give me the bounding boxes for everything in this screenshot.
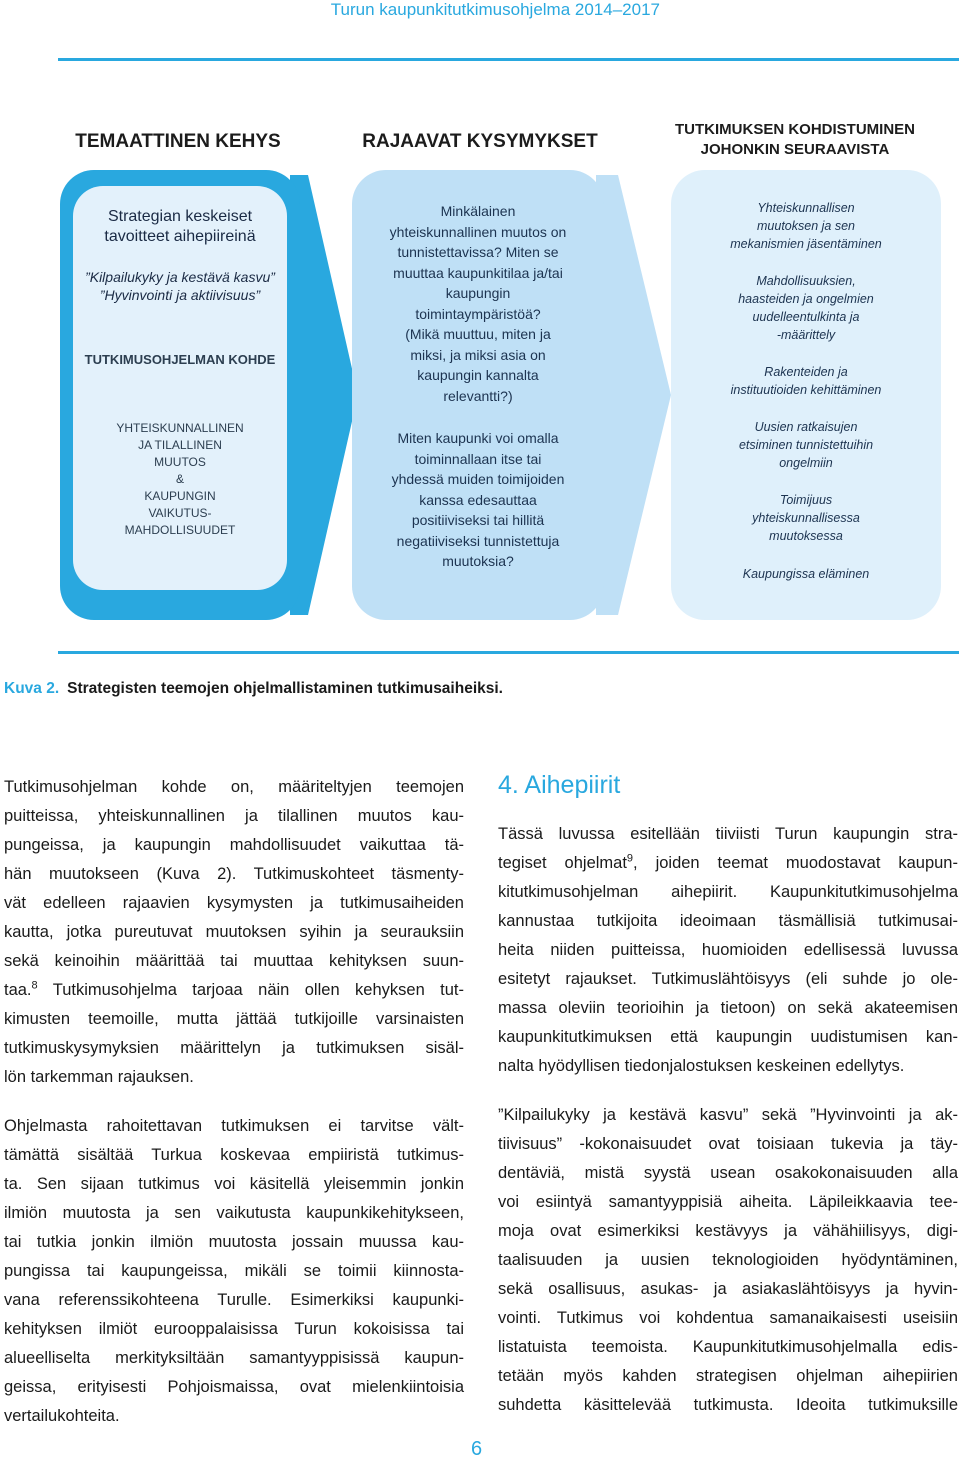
right-column — [498, 820, 958, 1420]
focus-line: muutoksessa — [769, 529, 843, 543]
strategy-goals-title — [78, 207, 282, 247]
text-line: heita niiden puitteissa, huomioiden edellisessä luvussa — [498, 941, 958, 959]
text-line: ”Kilpailukyky ja kestävä kasvu” sekä ”Hyvinvointi ja ak- — [498, 1106, 958, 1124]
text-line — [4, 976, 464, 1005]
text-line: tämättä sisältää Turkua koskevaa empiiristä tutkimus- — [4, 1146, 464, 1164]
focus-line: -määrittely — [776, 328, 836, 342]
text-line: vana referenssikohteena Turulle. Esimerkiksi kaupunki- — [4, 1291, 464, 1309]
text-line: tetään myös kahden strategisen ohjelman aihepiirien — [498, 1367, 958, 1385]
page-number: 6 — [471, 1438, 483, 1460]
paragraph — [498, 820, 958, 1081]
text-fragment: taa. — [4, 981, 32, 999]
strategy-goals-line1: Strategian keskeiset — [107, 208, 253, 225]
focus-item — [676, 363, 936, 399]
text-line: vointi. Tutkimus voi kohdentua samanaikaisesti useisiin — [498, 1309, 958, 1327]
text-fragment: tegiset ohjelmat — [498, 854, 627, 872]
text-line: Tässä luvussa esitellään tiiviisti Turun kaupungin stra- — [498, 825, 958, 843]
text-line: vertailukohteita. — [4, 1407, 120, 1425]
text-line: ilmiön muutosta ja sen vaikutusta kaupunkikehitykseen, — [4, 1204, 464, 1222]
focus-line: mekanismien jäsentäminen — [730, 237, 882, 251]
paragraph — [4, 773, 464, 1092]
research-program-target-label: TUTKIMUSOHJELMAN KOHDE — [84, 352, 276, 367]
focus-item — [676, 418, 936, 472]
question-line: kaupungin kannalta — [417, 367, 539, 383]
text-line: sekä osallisuus, asukas- ja asiakaslähtöisyys ja hyvin- — [498, 1280, 958, 1298]
focus-item — [676, 199, 936, 253]
question-line: kanssa edesauttaa — [419, 491, 537, 508]
heading-research-focus-line1: TUTKIMUKSEN KOHDISTUMINEN — [675, 121, 915, 138]
text-line: suhdetta käsittelevää tutkimusta. Ideoita tutkimuksille — [498, 1396, 958, 1414]
question-line: toimintaympäristöä? — [415, 305, 541, 322]
focus-line: Toimijuus — [779, 493, 833, 507]
caption-label: Kuva 2. — [4, 680, 60, 697]
focus-line: yhteiskunnallisessa — [752, 511, 860, 525]
focus-item — [676, 491, 936, 545]
focus-line: uudelleentulkinta ja — [752, 310, 860, 324]
text-line: Tutkimusohjelman kohde on, määriteltyjen teemojen — [4, 778, 464, 796]
section-title: 4. Aihepiirit — [498, 771, 621, 799]
question-change — [360, 201, 596, 406]
question-line: relevantti?) — [443, 387, 513, 404]
text-line: kautta, jotka pureutuvat muutoksen syihin ja seurauksiin — [4, 923, 464, 941]
question-line: muutoksia? — [442, 553, 514, 569]
text-line: taalisuuden ja uusien teknologioiden hyödyntäminen, — [498, 1251, 958, 1269]
text-line: kaupunkitutkimuksen että kaupungin uudistumisen kan- — [498, 1028, 958, 1046]
text-line: listatuista teemoista. Kaupunkitutkimusohjelmalla edis- — [498, 1338, 958, 1356]
research-program-target-text — [73, 420, 287, 539]
target-line: YHTEISKUNNALLINEN — [116, 421, 244, 435]
focus-line: ongelmiin — [779, 456, 833, 470]
heading-thematic-frame: TEMAATTINEN KEHYS — [75, 131, 281, 152]
text-line: voi esiintyä samantyyppisiä aiheita. Läpileikkaavia tee- — [498, 1193, 958, 1211]
text-line: puitteissa, yhteiskunnallinen ja tilallinen muutos kau- — [4, 807, 464, 825]
target-line: MAHDOLLISUUDET — [124, 523, 236, 537]
text-line: alueelliselta merkityksiltään samantyyppisissä kaupun- — [4, 1349, 464, 1367]
text-line: pungissa tai kaupungeissa, mikäli se toimii kiinnosta- — [4, 1262, 464, 1280]
text-line: Ohjelmasta rahoitettavan tutkimuksen ei tarvitse vält- — [4, 1117, 464, 1135]
focus-line: muutoksen ja sen — [757, 219, 855, 233]
footnote-ref[interactable]: 9 — [626, 852, 634, 865]
focus-line: instituutioiden kehittäminen — [730, 383, 882, 397]
target-line: VAIKUTUS- — [148, 506, 212, 520]
figure-caption — [4, 680, 503, 698]
theme-competitiveness: ”Kilpailukyky ja kestävä kasvu” — [85, 269, 275, 285]
question-line: negatiiviseksi tunnistettuja — [396, 532, 560, 549]
caption-text: Strategisten teemojen ohjelmallistaminen tutkimusaiheiksi. — [67, 680, 503, 697]
focus-line: Rakenteiden ja — [764, 365, 848, 379]
strategy-themes — [78, 268, 282, 304]
theme-wellbeing: ”Hyvinvointi ja aktiivisuus” — [99, 287, 261, 303]
question-line: Miten kaupunki voi omalla — [397, 430, 559, 446]
arrow-2-icon — [596, 175, 676, 615]
paragraph — [498, 1101, 958, 1420]
heading-research-focus — [660, 120, 930, 160]
focus-line: haasteiden ja ongelmien — [738, 292, 874, 306]
text-line: lön tarkemman rajauksen. — [4, 1068, 194, 1086]
strategy-goals-line2: tavoitteet aihepiireinä — [104, 228, 256, 245]
left-column — [4, 773, 464, 1431]
question-line: positiiviseksi tai hillitä — [411, 512, 545, 528]
text-line: nalta hyödyllisen tiedonjalostuksen keskeinen edellytys. — [498, 1057, 905, 1075]
target-line: & — [175, 472, 184, 486]
question-line: Minkälainen — [440, 203, 516, 219]
focus-line: Mahdollisuuksien, — [756, 274, 856, 288]
question-line: toiminnallaan itse tai — [414, 450, 542, 467]
paragraph — [4, 1112, 464, 1431]
text-fragment: , joiden teemat muodostavat kaupun- — [633, 854, 958, 872]
text-line: esitetyt rajaukset. Tutkimuslähtöisyys (eli suhde jo ole- — [498, 970, 958, 988]
text-line: tutkimuskysymyksien määrittelyn ja tutkimuksen sisäl- — [4, 1039, 464, 1057]
target-line: KAUPUNGIN — [144, 489, 216, 503]
text-fragment: Tutkimusohjelma tarjoaa näin ollen kehyksen tut- — [37, 981, 464, 999]
question-line: kaupungin — [445, 285, 511, 301]
question-line: miksi, ja miksi asia on — [410, 346, 546, 363]
footnote-ref[interactable]: 8 — [31, 979, 38, 992]
focus-item — [676, 272, 936, 344]
heading-limiting-questions: RAJAAVAT KYSYMYKSET — [362, 131, 598, 152]
text-line: tiivisuus” -kokonaisuudet ovat toisiaan tukevia ja täy- — [498, 1135, 958, 1153]
text-line: sekä keinoihin määrittää tai muuttaa kehityksen suun- — [4, 952, 464, 970]
focus-item — [676, 565, 936, 583]
question-line: (Mikä muuttuu, miten ja — [405, 326, 551, 342]
text-line: geissa, erityisesti Pohjoismaissa, ovat mielenkiintoisia — [4, 1378, 464, 1396]
focus-line: Kaupungissa eläminen — [742, 567, 870, 581]
text-line: kehityksen ilmiöt eurooppalaisissa Turun kokoisissa tai — [4, 1320, 464, 1338]
heading-research-focus-line2: JOHONKIN SEURAAVISTA — [700, 141, 890, 158]
question-line: yhdessä muiden toimijoiden — [391, 471, 565, 487]
text-line: pungeissa, ja kaupungin mahdollisuudet vaikuttaa tä- — [4, 836, 464, 854]
question-city-action — [360, 428, 596, 572]
running-head: Turun kaupunkitutkimusohjelma 2014–2017 — [330, 0, 660, 19]
arrow-1-icon — [290, 175, 360, 615]
text-line: kannustaa tutkijoita ideoimaan täsmällisiä tutkimusai- — [498, 912, 958, 930]
text-line: kimusten teemoille, mutta jättää tutkijoille varsinaisten — [4, 1010, 464, 1028]
question-line: tunnistettavissa? Miten se — [397, 244, 559, 260]
question-line: yhteiskunnallinen muutos on — [389, 223, 567, 240]
text-line — [498, 849, 958, 878]
text-line: hän muutokseen (Kuva 2). Tutkimuskohteet täsmenty- — [4, 865, 464, 883]
focus-line: Uusien ratkaisujen — [754, 420, 858, 434]
focus-line: etsiminen tunnistettuihin — [738, 438, 874, 452]
target-line: JA TILALLINEN — [138, 438, 222, 452]
text-line: moja ovat esimerkiksi kestävyys ja vähähiilisyys, digi- — [498, 1222, 958, 1240]
text-line: ta. Sen sijaan tutkimus voi käsitellä yleisemmin jonkin — [4, 1175, 464, 1193]
text-line: kitutkimusohjelman aihepiirit. Kaupunkitutkimusohjelma — [498, 883, 958, 901]
question-line: muuttaa kaupunkitilaa ja/tai — [393, 264, 563, 281]
text-line: tai tutkia jonkin ilmiön muutosta jossain muussa kau- — [4, 1233, 464, 1251]
text-line: vät edelleen rajaavien kysymysten ja tutkimusaiheiden — [4, 894, 464, 912]
text-line: massa oleviin teorioihin ja tietoon) on sekä akateemisen — [498, 999, 958, 1017]
text-line: dentäviä, mistä syystä usean osakokonaisuuden alla — [498, 1164, 958, 1182]
focus-line: Yhteiskunnallisen — [757, 201, 855, 215]
target-line: MUUTOS — [154, 455, 206, 469]
